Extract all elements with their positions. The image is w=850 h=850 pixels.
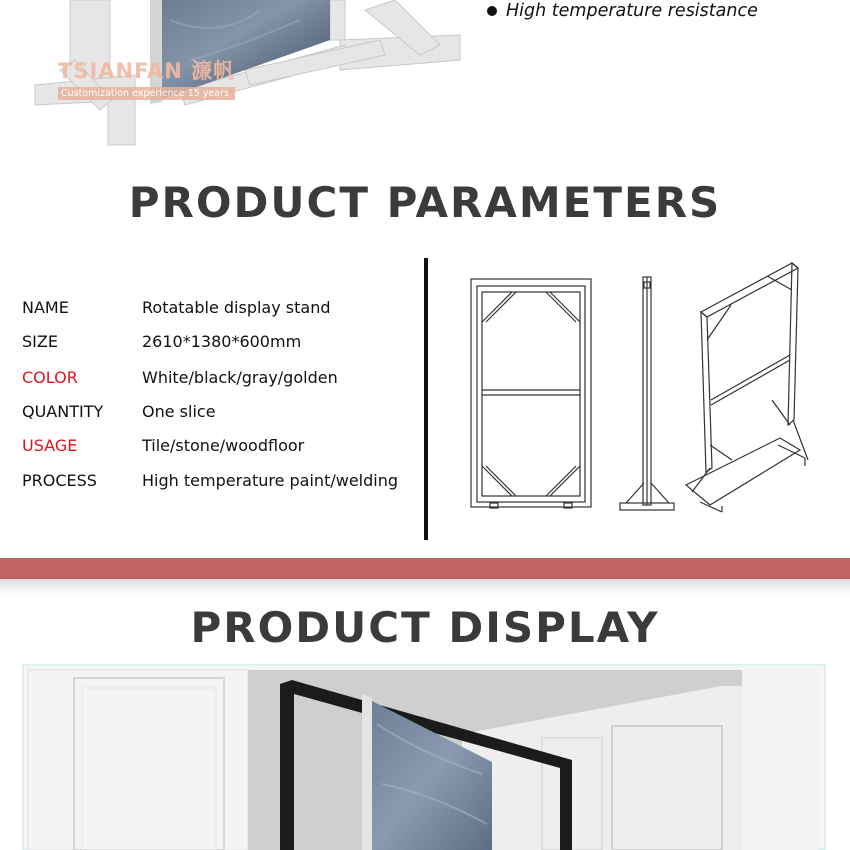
- param-row: [0, 298, 420, 322]
- parameters-title: PRODUCT PARAMETERS: [128, 178, 722, 227]
- feature-item: [487, 1, 758, 21]
- side-view-drawing: [620, 277, 674, 510]
- param-value: White/black/gray/golden: [142, 368, 338, 387]
- param-value: 2610*1380*600mm: [142, 332, 302, 351]
- front-view-drawing: [471, 279, 591, 508]
- display-title: PRODUCT DISPLAY: [190, 603, 660, 652]
- param-row: [0, 471, 420, 495]
- perspective-view-drawing: [686, 263, 808, 512]
- product-display-photo: [22, 664, 826, 850]
- feature-text: High temperature resistance: [506, 1, 758, 21]
- technical-drawings: [460, 260, 830, 520]
- param-name: NAME: [22, 298, 69, 317]
- brand-tagline: Customization experience 15 years: [58, 87, 235, 100]
- brand-name: TSIANFAN 濂帆: [58, 59, 236, 83]
- band-shadow: [0, 579, 850, 595]
- param-name: PROCESS: [22, 471, 97, 490]
- param-name: SIZE: [22, 332, 58, 351]
- param-row: [0, 332, 420, 356]
- param-value: One slice: [142, 402, 216, 421]
- section-divider-band: [0, 558, 850, 579]
- brand-logo: [58, 55, 235, 100]
- bullet-icon: [487, 6, 497, 16]
- param-row: [0, 402, 420, 426]
- param-name: QUANTITY: [22, 402, 104, 421]
- hero-image: [0, 0, 850, 150]
- param-row: [0, 436, 420, 460]
- param-value: Tile/stone/woodfloor: [142, 436, 305, 455]
- param-value: High temperature paint/welding: [142, 471, 398, 490]
- param-value: Rotatable display stand: [142, 298, 331, 317]
- param-name: COLOR: [22, 368, 78, 387]
- param-name: USAGE: [22, 436, 78, 455]
- divider: [424, 258, 428, 540]
- param-row: [0, 368, 420, 392]
